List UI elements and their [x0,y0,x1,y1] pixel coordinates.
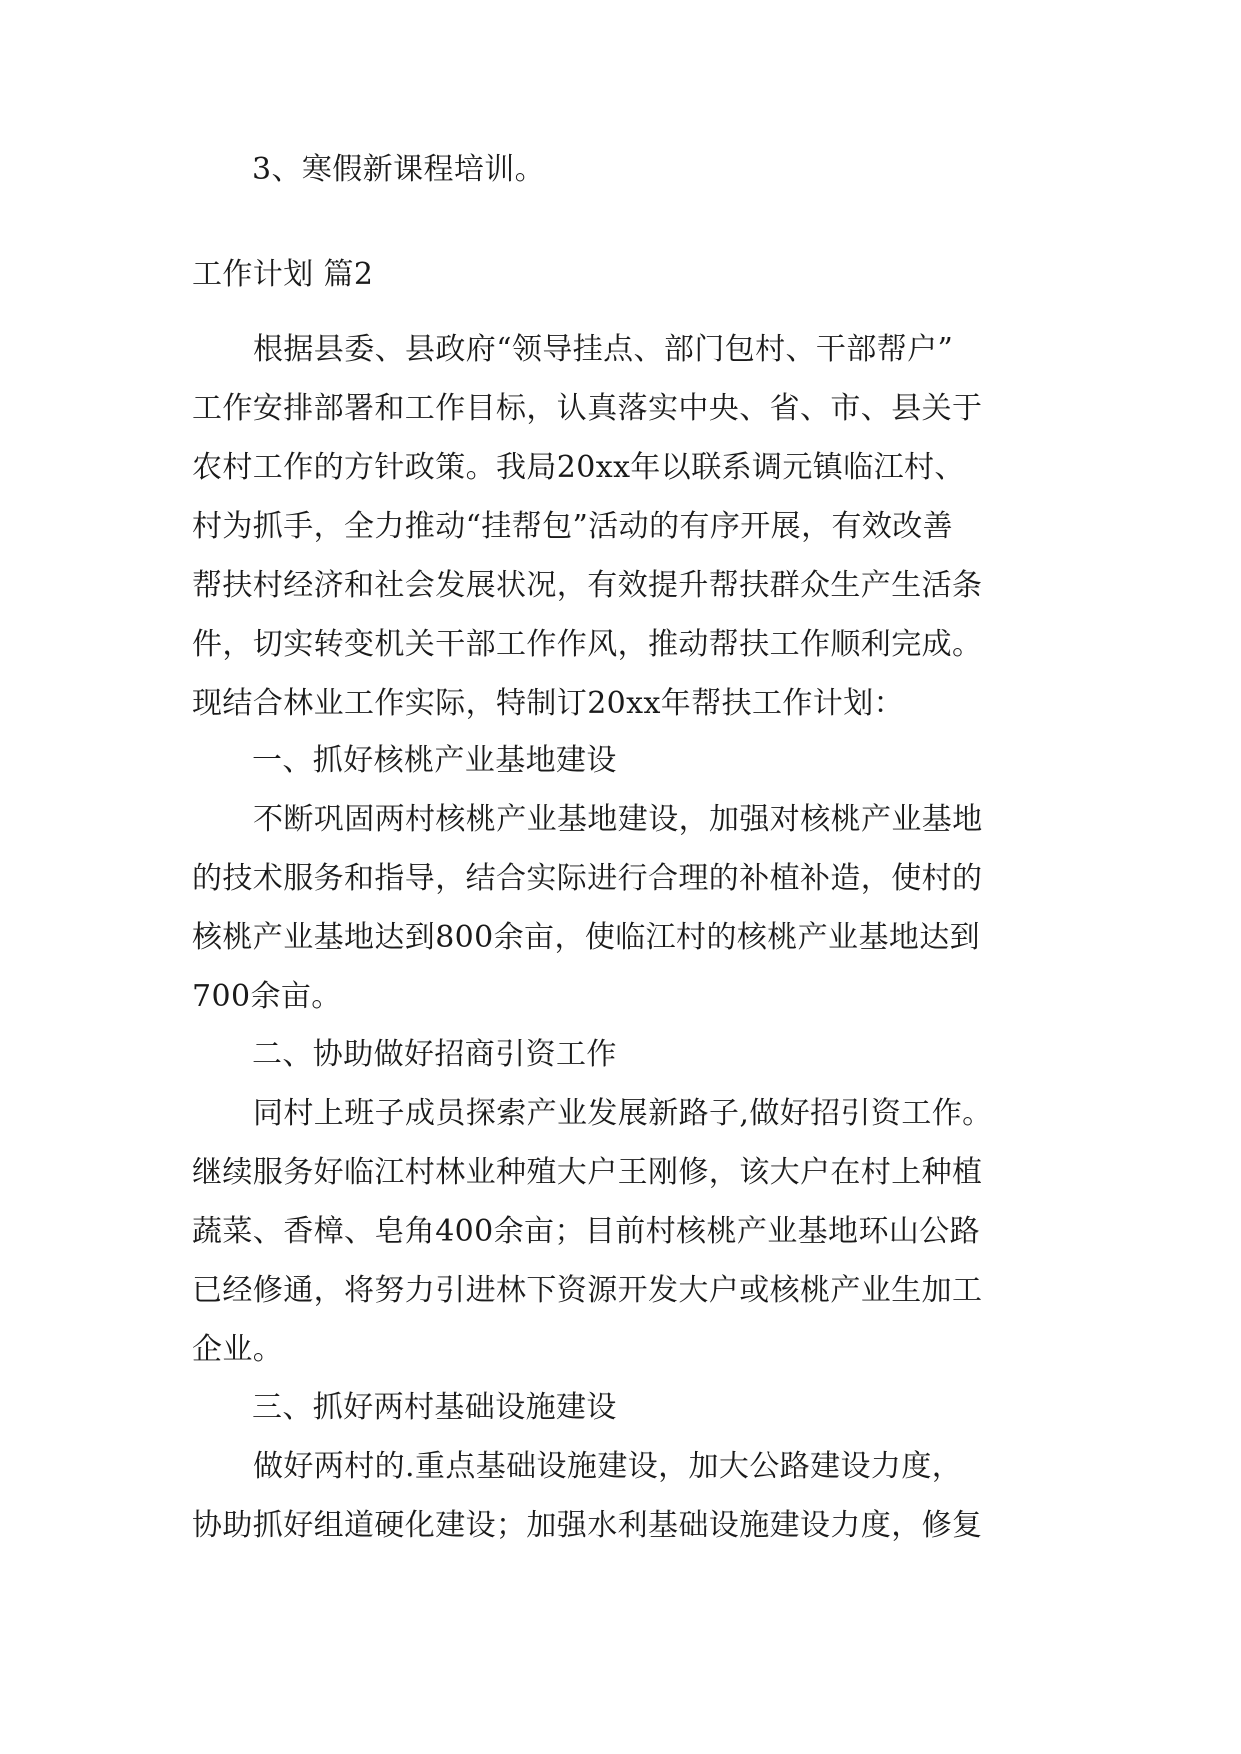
section-2-line: 蔬菜、香樟、皂角400余亩；目前村核桃产业基地环山公路 [192,1214,981,1249]
intro-line: 件，切实转变机关干部工作作风，推动帮扶工作顺利完成。 [192,627,983,662]
section-1-line: 不断巩固两村核桃产业基地建设，加强对核桃产业基地 [253,802,983,837]
intro-line: 现结合林业工作实际，特制订20xx年帮扶工作计划： [192,686,905,721]
list-item-3: 3、寒假新课程培训。 [252,152,546,187]
section-1-line: 700余亩。 [192,979,342,1014]
section-2-line: 同村上班子成员探索产业发展新路子,做好招引资工作。 [253,1096,993,1131]
section-1-line: 核桃产业基地达到800余亩，使临江村的核桃产业基地达到 [192,920,981,955]
section-title-1: 一、抓好核桃产业基地建设 [252,743,617,778]
intro-line: 帮扶村经济和社会发展状况，有效提升帮扶群众生产生活条 [192,568,983,603]
section-2-line: 已经修通，将努力引进林下资源开发大户或核桃产业生加工 [192,1273,983,1308]
intro-line: 根据县委、县政府“领导挂点、部门包村、干部帮户” [253,332,954,367]
section-heading: 工作计划 篇2 [192,257,374,292]
intro-line: 村为抓手，全力推动“挂帮包”活动的有序开展，有效改善 [192,509,954,544]
section-title-2: 二、协助做好招商引资工作 [252,1037,617,1072]
intro-line: 农村工作的方针政策。我局20xx年以联系调元镇临江村、 [192,450,965,485]
section-2-line: 继续服务好临江村林业种殖大户王刚修，该大户在村上种植 [192,1155,983,1190]
section-3-line: 协助抓好组道硬化建设；加强水利基础设施建设力度，修复 [192,1508,983,1543]
section-3-line: 做好两村的.重点基础设施建设，加大公路建设力度， [253,1449,963,1484]
intro-line: 工作安排部署和工作目标，认真落实中央、省、市、县关于 [192,391,983,426]
section-1-line: 的技术服务和指导，结合实际进行合理的补植补造，使村的 [192,861,983,896]
section-title-3: 三、抓好两村基础设施建设 [252,1390,617,1425]
section-2-line: 企业。 [192,1332,284,1367]
